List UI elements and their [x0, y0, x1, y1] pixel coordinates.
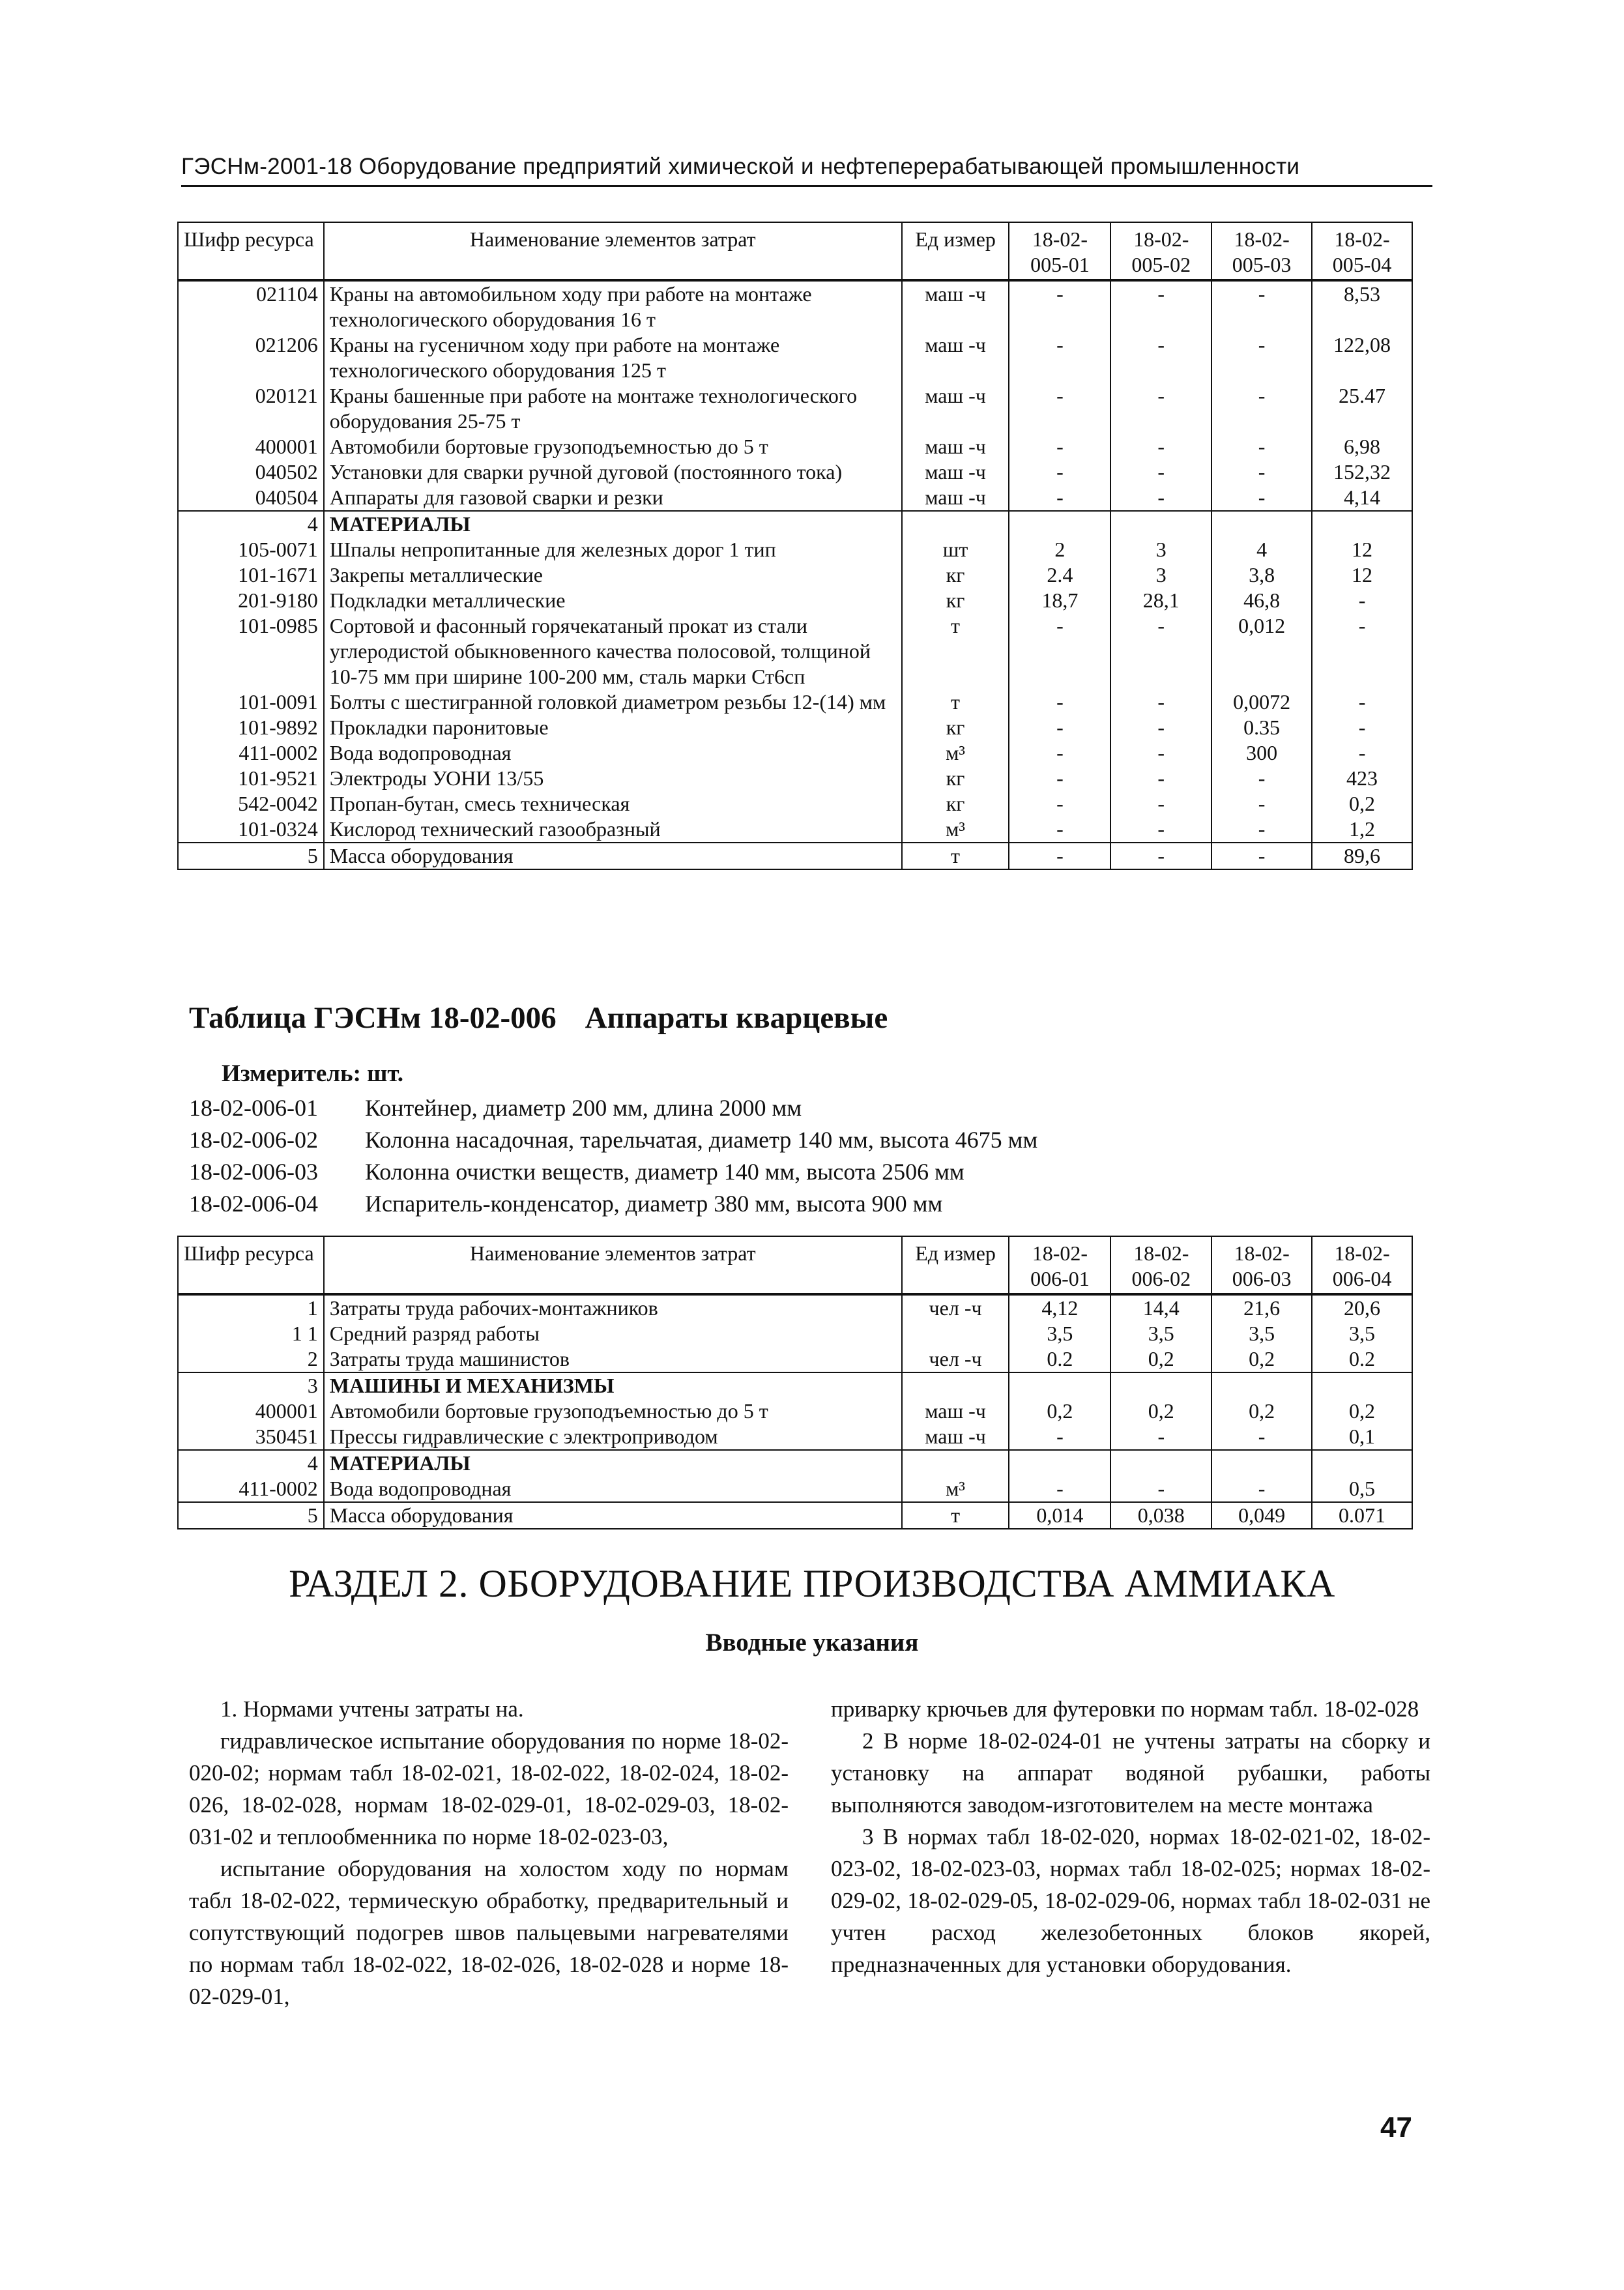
resource-code-cell: 020121: [178, 383, 324, 434]
table-title: [189, 1000, 916, 1036]
unit-cell: [902, 511, 1009, 537]
table-row: [178, 766, 1412, 791]
note-paragraph: 2 В норме 18-02-024-01 не учтены затраты на сборку и установку на аппарат водяной рубашки, работы выполняются заводом-изготовителем на месте монтажа: [831, 1728, 1430, 1818]
variant-3-value-cell: -: [1211, 280, 1312, 332]
variant-2-value-cell: -: [1110, 280, 1211, 332]
variant-code: 18-02-006-02: [189, 1127, 318, 1153]
variant-1-value-cell: -: [1009, 740, 1110, 766]
resource-name-cell: МАТЕРИАЛЫ: [324, 511, 902, 537]
variant-1-value-cell: -: [1009, 332, 1110, 383]
variant-2-value-cell: 3: [1110, 537, 1211, 562]
resource-name-cell: Вода водопроводная: [324, 740, 902, 766]
resource-name-cell: Средний разряд работы: [324, 1321, 902, 1346]
table-row: [178, 434, 1412, 459]
column-header-unit: Ед измер: [902, 222, 1009, 280]
table-row: [178, 1399, 1412, 1424]
table-row: [178, 1294, 1412, 1321]
variant-4-value-cell: 0,5: [1312, 1476, 1412, 1502]
resource-code-cell: 101-0091: [178, 689, 324, 715]
variant-1-value-cell: [1009, 511, 1110, 537]
variant-3-value-cell: -: [1211, 843, 1312, 869]
resource-name-cell: Прессы гидравлические с электроприводом: [324, 1424, 902, 1450]
unit-cell: маш -ч: [902, 1424, 1009, 1450]
resource-name-cell: Краны на гусеничном ходу при работе на монтаже технологического оборудования 125 т: [324, 332, 902, 383]
resource-code-cell: 021104: [178, 280, 324, 332]
variant-4-value-cell: [1312, 511, 1412, 537]
table-row: [178, 383, 1412, 434]
variant-2-value-cell: -: [1110, 766, 1211, 791]
variant-1-value-cell: 18,7: [1009, 588, 1110, 613]
variant-4-value-cell: 3,5: [1312, 1321, 1412, 1346]
resource-name-cell: Автомобили бортовые грузоподъемностью до 5 т: [324, 1399, 902, 1424]
variant-1-value-cell: -: [1009, 843, 1110, 869]
variant-text: Колонна очистки веществ, диаметр 140 мм, высота 2506 мм: [365, 1159, 964, 1185]
resource-code-cell: 5: [178, 843, 324, 869]
variant-1-value-cell: -: [1009, 715, 1110, 740]
variant-3-value-cell: 0,012: [1211, 613, 1312, 689]
variant-item: [189, 1092, 1037, 1124]
table-name: Аппараты кварцевые: [585, 1001, 888, 1035]
variant-2-value-cell: [1110, 511, 1211, 537]
variant-2-value-cell: -: [1110, 459, 1211, 485]
resource-code-cell: 040502: [178, 459, 324, 485]
header-rule: [181, 185, 1432, 187]
variant-2-value-cell: 28,1: [1110, 588, 1211, 613]
variant-4-value-cell: 0,2: [1312, 791, 1412, 817]
table-row: [178, 562, 1412, 588]
resource-name-cell: Краны башенные при работе на монтаже технологического оборудования 25-75 т: [324, 383, 902, 434]
variant-1-value-cell: -: [1009, 485, 1110, 511]
variant-4-value-cell: -: [1312, 689, 1412, 715]
variant-code: 18-02-006-04: [189, 1191, 318, 1217]
resource-name-cell: Масса оборудования: [324, 843, 902, 869]
variant-2-value-cell: 0,2: [1110, 1346, 1211, 1372]
resource-name-cell: Установки для сварки ручной дуговой (постоянного тока): [324, 459, 902, 485]
variant-1-value-cell: -: [1009, 434, 1110, 459]
variant-1-value-cell: [1009, 1450, 1110, 1476]
variant-1-value-cell: [1009, 1372, 1110, 1399]
variant-4-value-cell: 122,08: [1312, 332, 1412, 383]
resource-code-cell: 400001: [178, 1399, 324, 1424]
variant-1-value-cell: -: [1009, 766, 1110, 791]
variant-3-value-cell: -: [1211, 1476, 1312, 1502]
variant-4-value-cell: 423: [1312, 766, 1412, 791]
unit-cell: чел -ч: [902, 1346, 1009, 1372]
column-header-code: Шифр ресурса: [178, 222, 324, 280]
variant-1-value-cell: -: [1009, 459, 1110, 485]
variant-4-value-cell: 0,1: [1312, 1424, 1412, 1450]
variant-4-value-cell: -: [1312, 740, 1412, 766]
variant-3-value-cell: [1211, 1372, 1312, 1399]
table-row: [178, 791, 1412, 817]
variant-2-value-cell: [1110, 1450, 1211, 1476]
column-header-variant-3: 18-02-006-03: [1211, 1236, 1312, 1294]
variant-item: [189, 1188, 1037, 1220]
variant-1-value-cell: 0,2: [1009, 1399, 1110, 1424]
resource-name-cell: Автомобили бортовые грузоподъемностью до 5 т: [324, 434, 902, 459]
unit-cell: маш -ч: [902, 280, 1009, 332]
variant-2-value-cell: -: [1110, 715, 1211, 740]
resource-table-18-02-006: [177, 1236, 1413, 1529]
variant-2-value-cell: -: [1110, 791, 1211, 817]
unit-cell: кг: [902, 562, 1009, 588]
note-paragraph: испытание оборудования на холостом ходу по нормам табл 18-02-022, термическую обработку, предварительный и сопутствующий подогрев швов пальцевыми нагревателями по нормам табл 18-02-022, 18-02-026, 18-02-028 и норме 18-02-029-01,: [189, 1856, 789, 2009]
resource-code-cell: 411-0002: [178, 1476, 324, 1502]
variant-4-value-cell: 0.071: [1312, 1502, 1412, 1529]
variant-2-value-cell: 3: [1110, 562, 1211, 588]
variant-2-value-cell: -: [1110, 485, 1211, 511]
column-header-name: Наименование элементов затрат: [324, 222, 902, 280]
unit-cell: т: [902, 689, 1009, 715]
resource-name-cell: Вода водопроводная: [324, 1476, 902, 1502]
unit-cell: м³: [902, 740, 1009, 766]
resource-code-cell: 2: [178, 1346, 324, 1372]
unit-cell: кг: [902, 715, 1009, 740]
resource-code-cell: 400001: [178, 434, 324, 459]
column-header-name: Наименование элементов затрат: [324, 1236, 902, 1294]
table-meter: Измеритель: шт.: [222, 1060, 404, 1087]
variant-3-value-cell: -: [1211, 383, 1312, 434]
variant-3-value-cell: -: [1211, 766, 1312, 791]
table-row: [178, 332, 1412, 383]
variant-3-value-cell: 46,8: [1211, 588, 1312, 613]
variant-2-value-cell: -: [1110, 740, 1211, 766]
variant-3-value-cell: [1211, 1450, 1312, 1476]
variant-4-value-cell: -: [1312, 715, 1412, 740]
resource-name-cell: Закрепы металлические: [324, 562, 902, 588]
column-header-variant-2: 18-02-005-02: [1110, 222, 1211, 280]
variant-3-value-cell: 0.35: [1211, 715, 1312, 740]
variant-1-value-cell: 4,12: [1009, 1294, 1110, 1321]
variant-1-value-cell: 0.2: [1009, 1346, 1110, 1372]
table-row: [178, 715, 1412, 740]
variant-1-value-cell: 3,5: [1009, 1321, 1110, 1346]
resource-name-cell: Аппараты для газовой сварки и резки: [324, 485, 902, 511]
column-header-code: Шифр ресурса: [178, 1236, 324, 1294]
resource-table-18-02-005: [177, 222, 1413, 870]
resource-name-cell: Пропан-бутан, смесь техническая: [324, 791, 902, 817]
table-row: [178, 817, 1412, 843]
table-row: [178, 613, 1412, 689]
unit-cell: м³: [902, 1476, 1009, 1502]
variant-1-value-cell: -: [1009, 689, 1110, 715]
unit-cell: кг: [902, 588, 1009, 613]
variant-3-value-cell: [1211, 511, 1312, 537]
unit-cell: [902, 1450, 1009, 1476]
variant-3-value-cell: 3,8: [1211, 562, 1312, 588]
running-header: ГЭСНм-2001-18 Оборудование предприятий химической и нефтеперерабатывающей промышленности: [181, 154, 1300, 179]
variant-2-value-cell: -: [1110, 1476, 1211, 1502]
resource-name-cell: Краны на автомобильном ходу при работе на монтаже технологического оборудования 16 т: [324, 280, 902, 332]
resource-code-cell: 3: [178, 1372, 324, 1399]
table-row: [178, 1424, 1412, 1450]
variant-2-value-cell: -: [1110, 383, 1211, 434]
variant-2-value-cell: 3,5: [1110, 1321, 1211, 1346]
resource-name-cell: Шпалы непропитанные для железных дорог 1 тип: [324, 537, 902, 562]
resource-code-cell: 1: [178, 1294, 324, 1321]
table-row: [178, 537, 1412, 562]
note-paragraph: 3 В нормах табл 18-02-020, нормах 18-02-021-02, 18-02-023-02, 18-02-023-03, нормах табл 18-02-025; нормах 18-02-029-02, 18-02-029-05, 18-02-029-06, нормах табл 18-02-031 не учтен расход железобетонных блоков якорей, предназначенных для установки оборудования.: [831, 1824, 1430, 1977]
variant-list: [189, 1092, 1037, 1220]
resource-code-cell: 101-9521: [178, 766, 324, 791]
notes-left-column: [189, 1693, 789, 2012]
unit-cell: маш -ч: [902, 383, 1009, 434]
resource-name-cell: Масса оборудования: [324, 1502, 902, 1529]
resource-code-cell: 5: [178, 1502, 324, 1529]
variant-1-value-cell: -: [1009, 280, 1110, 332]
variant-2-value-cell: 0,2: [1110, 1399, 1211, 1424]
column-header-variant-1: 18-02-006-01: [1009, 1236, 1110, 1294]
table-row: [178, 588, 1412, 613]
table-row: [178, 1372, 1412, 1399]
resource-code-cell: 101-0985: [178, 613, 324, 689]
table-header-row: [178, 222, 1412, 280]
resource-name-cell: Болты с шестигранной головкой диаметром резьбы 12-(14) мм: [324, 689, 902, 715]
column-header-variant-2: 18-02-006-02: [1110, 1236, 1211, 1294]
variant-item: [189, 1124, 1037, 1156]
variant-4-value-cell: 12: [1312, 537, 1412, 562]
table-row: [178, 689, 1412, 715]
variant-3-value-cell: 300: [1211, 740, 1312, 766]
unit-cell: м³: [902, 817, 1009, 843]
unit-cell: т: [902, 843, 1009, 869]
variant-3-value-cell: -: [1211, 485, 1312, 511]
variant-4-value-cell: 20,6: [1312, 1294, 1412, 1321]
note-paragraph: гидравлическое испытание оборудования по норме 18-02-020-02; нормам табл 18-02-021, 18-02-022, 18-02-024, 18-02-026, 18-02-028, нормам 18-02-029-01, 18-02-029-03, 18-02-031-02 и теплообменника по норме 18-02-023-03,: [189, 1728, 789, 1849]
unit-cell: кг: [902, 791, 1009, 817]
table-row: [178, 1321, 1412, 1346]
table-number: Таблица ГЭСНм 18-02-006: [189, 1001, 557, 1035]
variant-3-value-cell: -: [1211, 791, 1312, 817]
variant-2-value-cell: [1110, 1372, 1211, 1399]
resource-code-cell: 411-0002: [178, 740, 324, 766]
variant-2-value-cell: -: [1110, 843, 1211, 869]
column-header-variant-3: 18-02-005-03: [1211, 222, 1312, 280]
variant-4-value-cell: 1,2: [1312, 817, 1412, 843]
variant-4-value-cell: 8,53: [1312, 280, 1412, 332]
unit-cell: т: [902, 613, 1009, 689]
page-number: 47: [1380, 2111, 1412, 2143]
variant-1-value-cell: -: [1009, 613, 1110, 689]
variant-3-value-cell: -: [1211, 817, 1312, 843]
variant-4-value-cell: -: [1312, 588, 1412, 613]
table-row: [178, 843, 1412, 869]
unit-cell: т: [902, 1502, 1009, 1529]
unit-cell: маш -ч: [902, 485, 1009, 511]
variant-4-value-cell: 0.2: [1312, 1346, 1412, 1372]
variant-3-value-cell: 0,2: [1211, 1346, 1312, 1372]
variant-3-value-cell: 0,0072: [1211, 689, 1312, 715]
variant-4-value-cell: -: [1312, 613, 1412, 689]
variant-1-value-cell: -: [1009, 1424, 1110, 1450]
unit-cell: шт: [902, 537, 1009, 562]
variant-2-value-cell: -: [1110, 434, 1211, 459]
variant-2-value-cell: -: [1110, 1424, 1211, 1450]
table-row: [178, 280, 1412, 332]
variant-2-value-cell: 0,038: [1110, 1502, 1211, 1529]
variant-text: Контейнер, диаметр 200 мм, длина 2000 мм: [365, 1095, 802, 1121]
unit-cell: [902, 1372, 1009, 1399]
unit-cell: маш -ч: [902, 434, 1009, 459]
resource-code-cell: 4: [178, 1450, 324, 1476]
resource-name-cell: Сортовой и фасонный горячекатаный прокат из стали углеродистой обыкновенного качества полосовой, толщиной 10-75 мм при ширине 100-200 мм, сталь марки Ст6сп: [324, 613, 902, 689]
note-paragraph: 1. Нормами учтены затраты на.: [220, 1696, 524, 1722]
variant-1-value-cell: -: [1009, 1476, 1110, 1502]
resource-code-cell: 350451: [178, 1424, 324, 1450]
unit-cell: [902, 1321, 1009, 1346]
column-header-variant-1: 18-02-005-01: [1009, 222, 1110, 280]
table-row: [178, 1450, 1412, 1476]
resource-code-cell: 021206: [178, 332, 324, 383]
variant-3-value-cell: -: [1211, 1424, 1312, 1450]
variant-4-value-cell: 25.47: [1312, 383, 1412, 434]
column-header-variant-4: 18-02-005-04: [1312, 222, 1412, 280]
variant-2-value-cell: -: [1110, 332, 1211, 383]
variant-1-value-cell: 0,014: [1009, 1502, 1110, 1529]
unit-cell: маш -ч: [902, 1399, 1009, 1424]
table-row: [178, 459, 1412, 485]
variant-4-value-cell: [1312, 1372, 1412, 1399]
variant-3-value-cell: 21,6: [1211, 1294, 1312, 1321]
variant-1-value-cell: -: [1009, 817, 1110, 843]
note-paragraph: приварку крючьев для футеровки по нормам табл. 18-02-028: [831, 1696, 1419, 1722]
table-row: [178, 740, 1412, 766]
resource-name-cell: Кислород технический газообразный: [324, 817, 902, 843]
section-title: РАЗДЕЛ 2. ОБОРУДОВАНИЕ ПРОИЗВОДСТВА АММИАКА: [289, 1562, 1335, 1605]
variant-3-value-cell: 0,049: [1211, 1502, 1312, 1529]
variant-1-value-cell: -: [1009, 383, 1110, 434]
variant-4-value-cell: 152,32: [1312, 459, 1412, 485]
variant-text: Колонна насадочная, тарельчатая, диаметр 140 мм, высота 4675 мм: [365, 1127, 1038, 1153]
table-header-row: [178, 1236, 1412, 1294]
variant-2-value-cell: -: [1110, 613, 1211, 689]
variant-4-value-cell: 4,14: [1312, 485, 1412, 511]
resource-code-cell: 040504: [178, 485, 324, 511]
resource-name-cell: Прокладки паронитовые: [324, 715, 902, 740]
variant-4-value-cell: 12: [1312, 562, 1412, 588]
variant-4-value-cell: 0,2: [1312, 1399, 1412, 1424]
resource-code-cell: 101-9892: [178, 715, 324, 740]
table-row: [178, 1476, 1412, 1502]
variant-code: 18-02-006-01: [189, 1095, 318, 1121]
variant-3-value-cell: -: [1211, 459, 1312, 485]
table-row: [178, 1346, 1412, 1372]
variant-2-value-cell: -: [1110, 689, 1211, 715]
section-subtitle: Вводные указания: [705, 1629, 919, 1657]
variant-2-value-cell: -: [1110, 817, 1211, 843]
unit-cell: маш -ч: [902, 459, 1009, 485]
resource-name-cell: МАТЕРИАЛЫ: [324, 1450, 902, 1476]
notes-right-column: [831, 1693, 1430, 1980]
variant-1-value-cell: 2.4: [1009, 562, 1110, 588]
resource-code-cell: 542-0042: [178, 791, 324, 817]
resource-code-cell: 1 1: [178, 1321, 324, 1346]
variant-text: Испаритель-конденсатор, диаметр 380 мм, высота 900 мм: [365, 1191, 943, 1217]
resource-name-cell: Подкладки металлические: [324, 588, 902, 613]
resource-name-cell: МАШИНЫ И МЕХАНИЗМЫ: [324, 1372, 902, 1399]
table-row: [178, 1502, 1412, 1529]
resource-code-cell: 4: [178, 511, 324, 537]
variant-3-value-cell: -: [1211, 434, 1312, 459]
unit-cell: маш -ч: [902, 332, 1009, 383]
unit-cell: чел -ч: [902, 1294, 1009, 1321]
variant-1-value-cell: -: [1009, 791, 1110, 817]
variant-3-value-cell: 4: [1211, 537, 1312, 562]
variant-4-value-cell: 89,6: [1312, 843, 1412, 869]
variant-3-value-cell: 0,2: [1211, 1399, 1312, 1424]
table-row: [178, 511, 1412, 537]
variant-4-value-cell: [1312, 1450, 1412, 1476]
resource-code-cell: 105-0071: [178, 537, 324, 562]
column-header-variant-4: 18-02-006-04: [1312, 1236, 1412, 1294]
variant-item: [189, 1156, 1037, 1188]
resource-name-cell: Электроды УОНИ 13/55: [324, 766, 902, 791]
variant-3-value-cell: -: [1211, 332, 1312, 383]
variant-1-value-cell: 2: [1009, 537, 1110, 562]
resource-code-cell: 201-9180: [178, 588, 324, 613]
resource-code-cell: 101-0324: [178, 817, 324, 843]
resource-name-cell: Затраты труда машинистов: [324, 1346, 902, 1372]
resource-code-cell: 101-1671: [178, 562, 324, 588]
resource-name-cell: Затраты труда рабочих-монтажников: [324, 1294, 902, 1321]
variant-3-value-cell: 3,5: [1211, 1321, 1312, 1346]
variant-code: 18-02-006-03: [189, 1159, 318, 1185]
table-row: [178, 485, 1412, 511]
variant-4-value-cell: 6,98: [1312, 434, 1412, 459]
column-header-unit: Ед измер: [902, 1236, 1009, 1294]
variant-2-value-cell: 14,4: [1110, 1294, 1211, 1321]
unit-cell: кг: [902, 766, 1009, 791]
